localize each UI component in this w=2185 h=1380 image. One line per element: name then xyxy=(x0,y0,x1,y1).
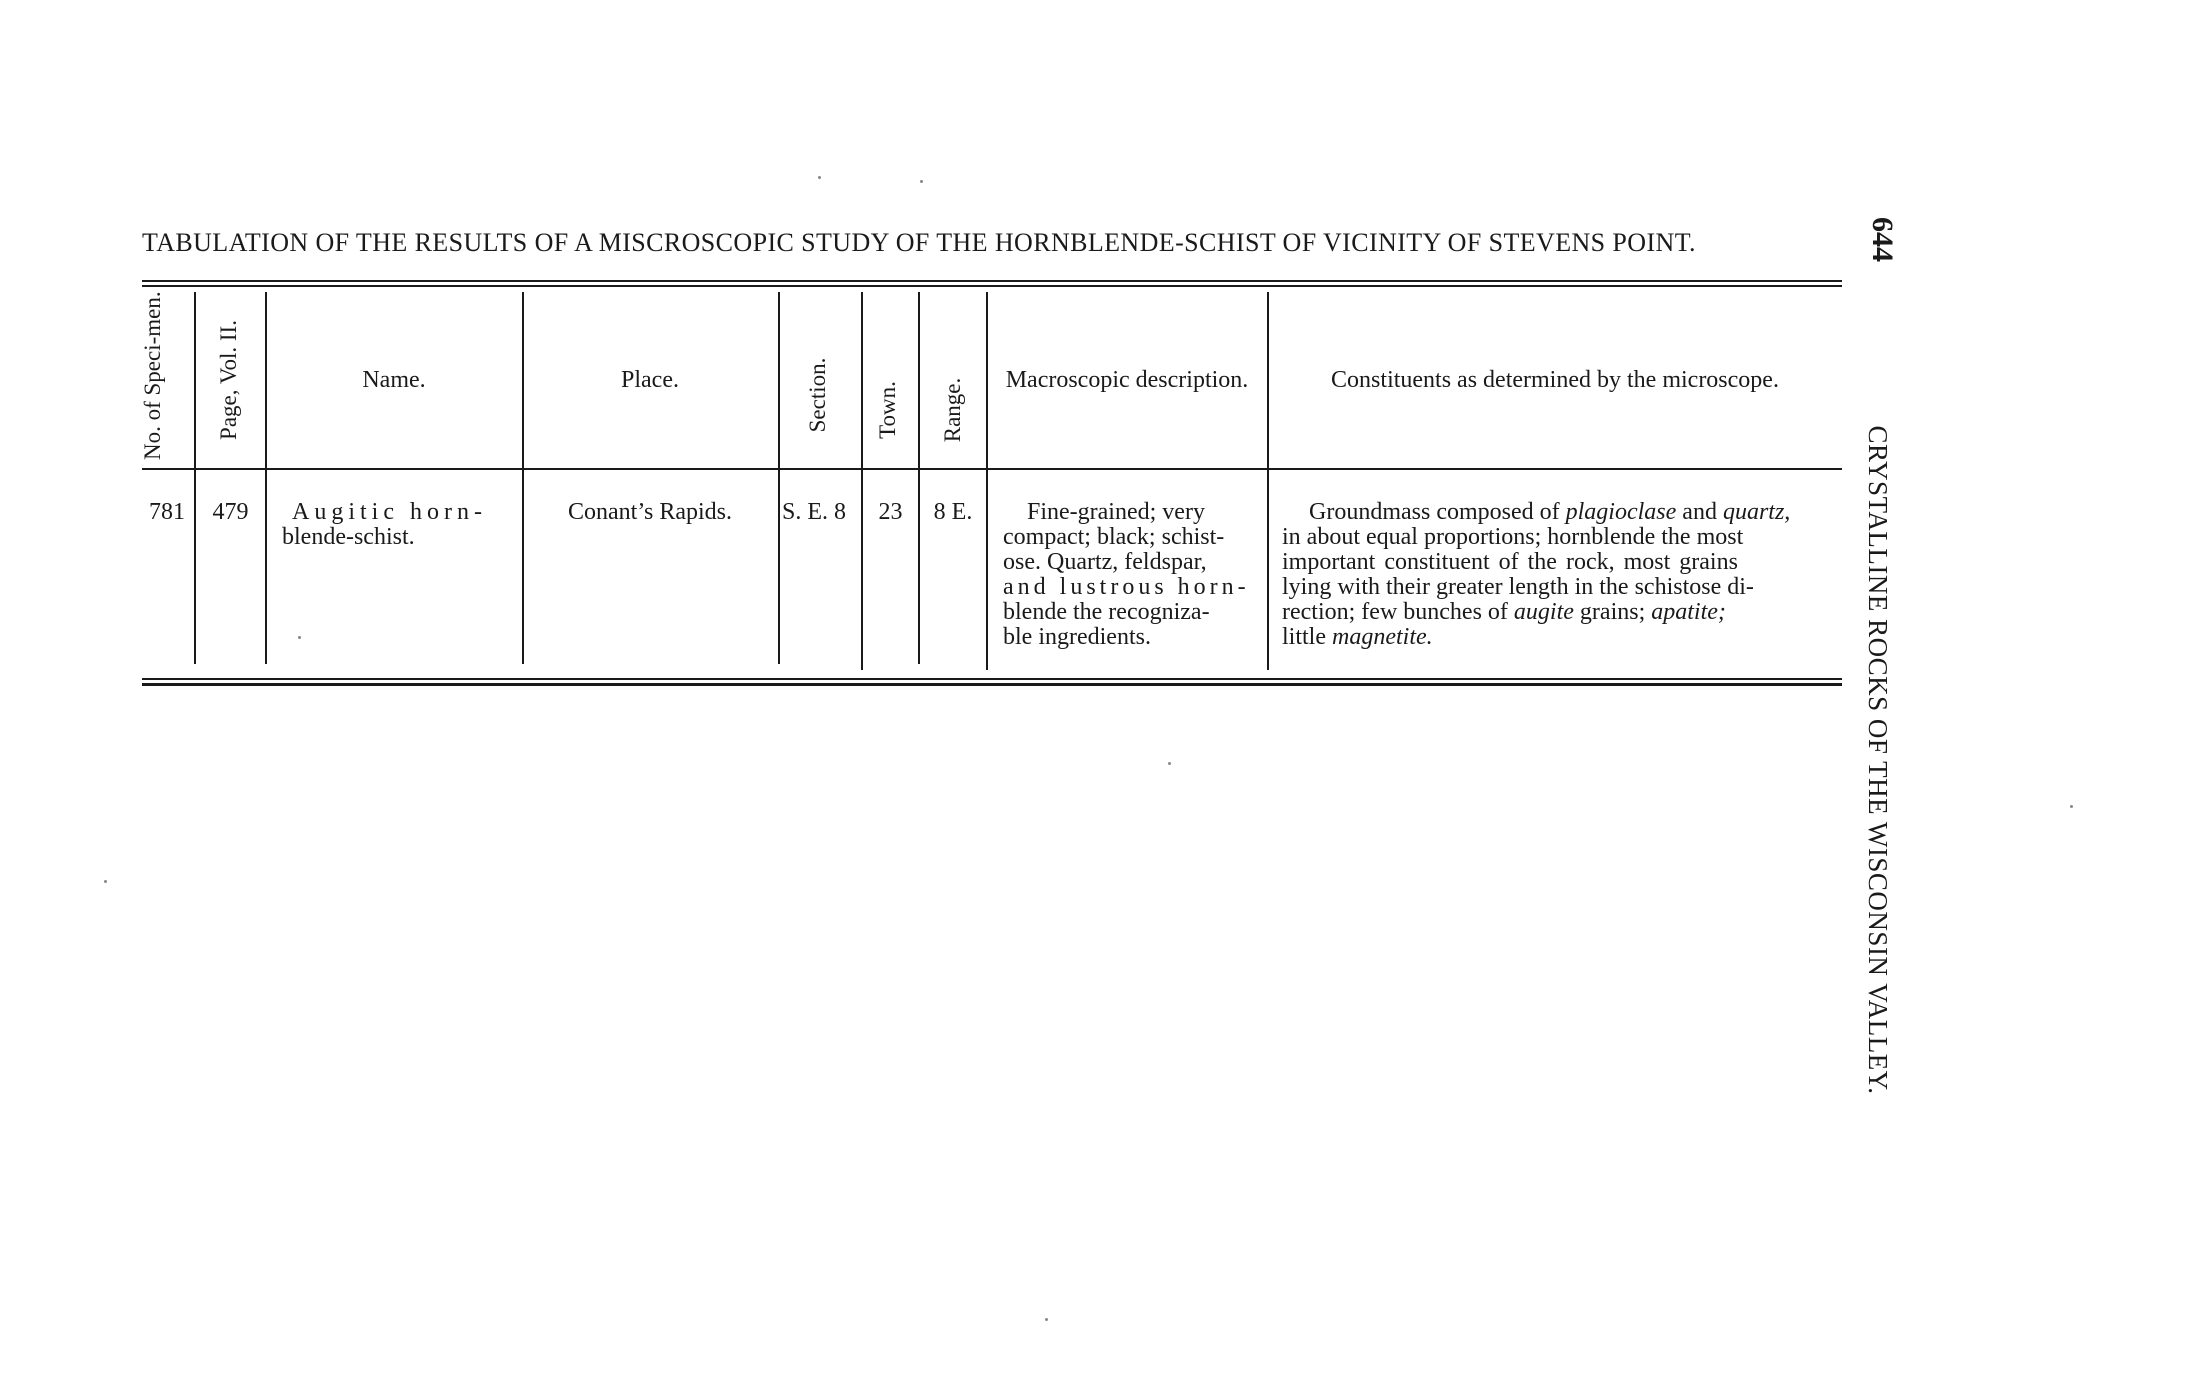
cell-name-line: Augitic horn- xyxy=(292,499,487,525)
text-line: compact; black; schist- xyxy=(1003,524,1225,550)
header-constituents: Constituents as determined by the microscope. xyxy=(1331,367,1779,393)
header-range: Range. xyxy=(940,377,965,443)
column-divider xyxy=(918,292,920,664)
running-head: CRYSTALLINE ROCKS OF THE WISCONSIN VALLEY. xyxy=(1863,425,1893,1095)
column-divider xyxy=(861,292,863,670)
text-line: ble ingredients. xyxy=(1003,624,1151,650)
header-section: Section. xyxy=(805,357,830,433)
scan-speck xyxy=(2070,805,2073,808)
header-town: Town. xyxy=(875,381,900,439)
header-specimen-no: No. of Speci-men. xyxy=(140,291,165,460)
text-line: rection; few bunches of augite grains; apatite; xyxy=(1282,599,1726,625)
text-line: ose. Quartz, feldspar, xyxy=(1003,549,1207,575)
bottom-rule-2 xyxy=(142,683,1842,686)
cell-town: 23 xyxy=(878,499,903,525)
cell-range: 8 E. xyxy=(933,499,973,525)
cell-specimen-no: 781 xyxy=(149,499,185,525)
scan-speck xyxy=(818,176,821,179)
header-place: Place. xyxy=(621,367,679,393)
top-rule-1 xyxy=(142,280,1842,282)
scan-speck xyxy=(104,880,107,883)
text-line: and lustrous horn- xyxy=(1003,574,1250,600)
scan-speck xyxy=(1045,1318,1048,1321)
scan-speck xyxy=(298,636,301,639)
header-name: Name. xyxy=(362,367,426,393)
text-line: blende the recogniza- xyxy=(1003,599,1210,625)
cell-place: Conant’s Rapids. xyxy=(567,499,732,525)
cell-macroscopic xyxy=(1003,500,1255,650)
column-divider xyxy=(1267,292,1269,670)
header-rule xyxy=(142,468,1842,470)
top-rule-2 xyxy=(142,285,1842,287)
header-macroscopic: Macroscopic description. xyxy=(1005,367,1249,393)
page-number: 644 xyxy=(1866,217,1899,262)
cell-name xyxy=(282,500,507,550)
table-title: TABULATION OF THE RESULTS OF A MISCROSCOPIC STUDY OF THE HORNBLENDE-SCHIST OF VICINITY OF STEVENS POINT. xyxy=(142,228,1696,257)
text-line: Groundmass composed of plagioclase and quartz, xyxy=(1309,499,1791,525)
column-divider xyxy=(265,292,267,664)
column-divider xyxy=(986,292,988,670)
column-divider xyxy=(522,292,524,664)
column-divider xyxy=(778,292,780,664)
header-page-vol: Page, Vol. II. xyxy=(216,320,241,440)
cell-constituents xyxy=(1282,500,1842,650)
cell-name-line: blende-schist. xyxy=(282,524,415,550)
text-line: in about equal proportions; hornblende the most xyxy=(1282,524,1744,550)
scan-speck xyxy=(920,180,923,183)
bottom-rule-1 xyxy=(142,678,1842,680)
text-line: little magnetite. xyxy=(1282,624,1433,650)
text-line: Fine-grained; very xyxy=(1027,499,1205,525)
text-line: important constituent of the rock, most grains xyxy=(1282,549,1738,575)
column-divider xyxy=(194,292,196,664)
cell-page-vol: 479 xyxy=(212,499,249,525)
scan-speck xyxy=(1168,762,1171,765)
cell-section: S. E. 8 xyxy=(782,499,847,525)
text-line: lying with their greater length in the schistose di- xyxy=(1282,574,1754,600)
